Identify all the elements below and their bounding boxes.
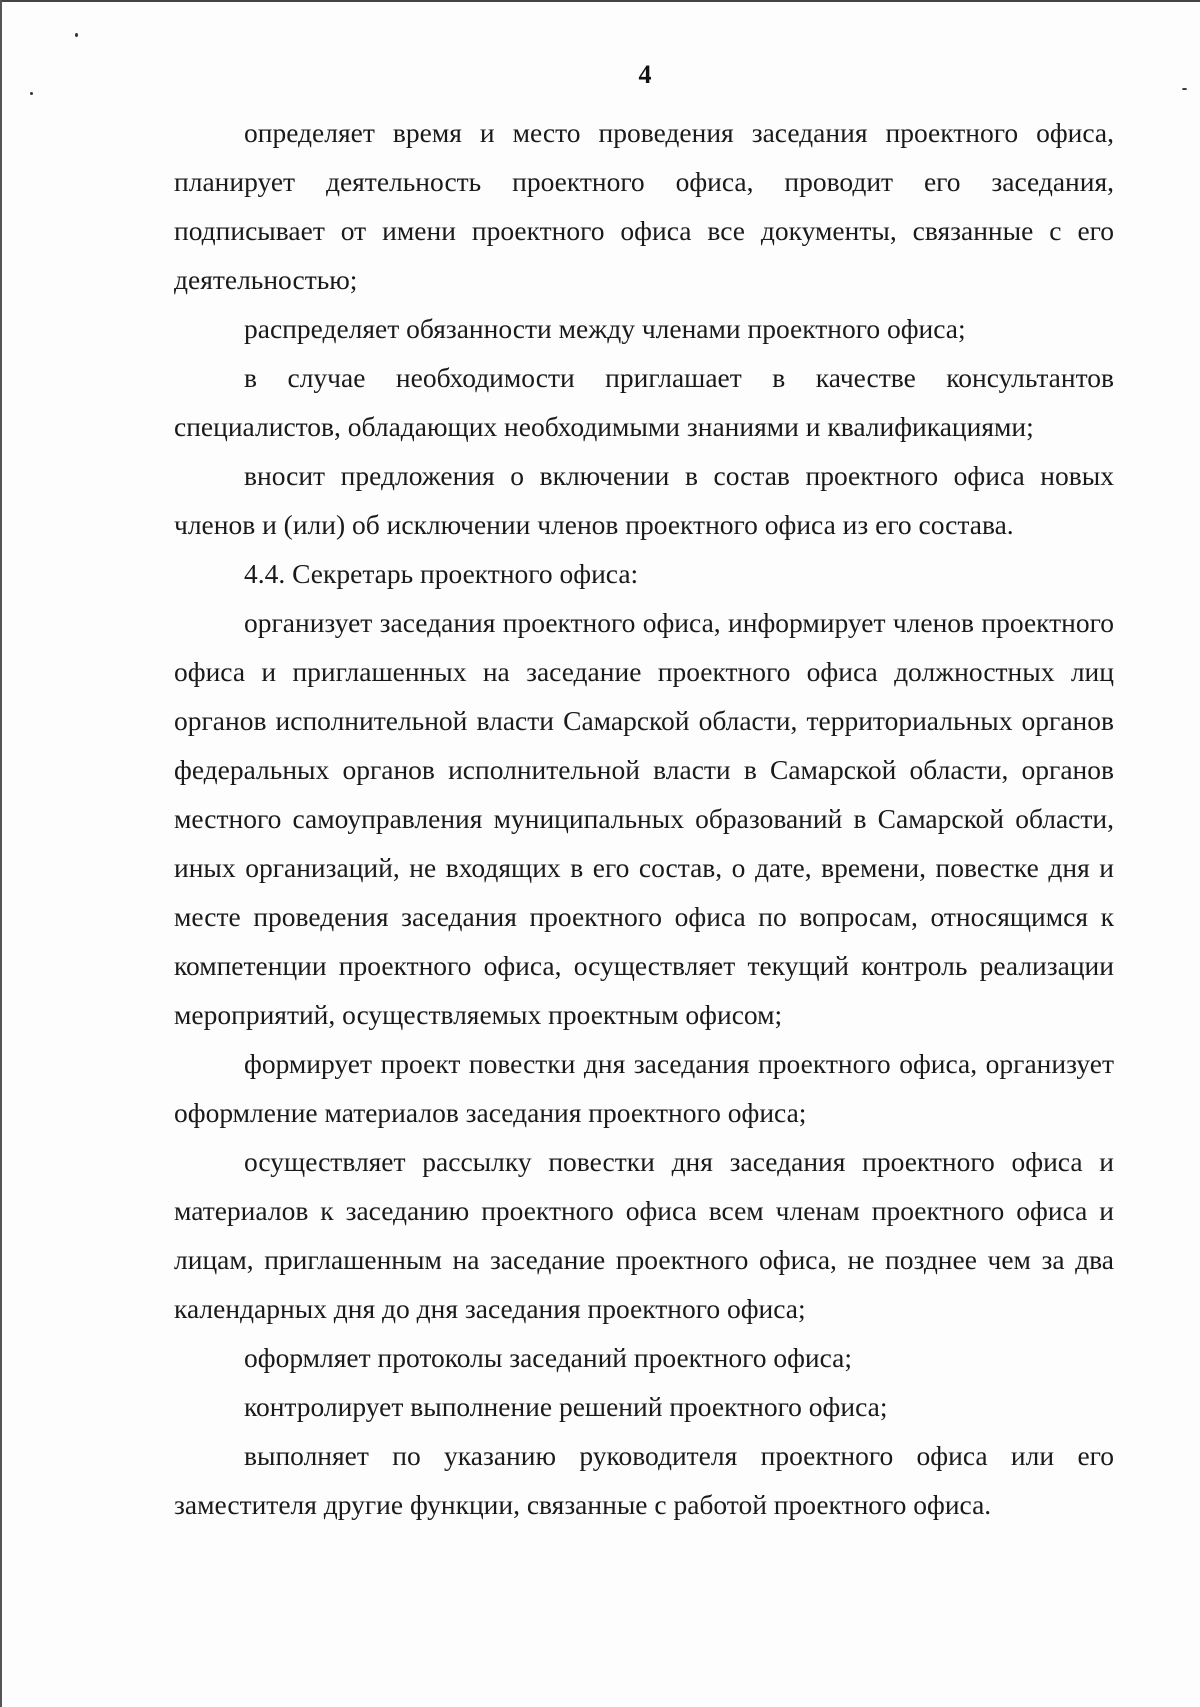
paragraph: оформляет протоколы заседаний проектного офиса; (244, 1342, 853, 1373)
paragraph: контролирует выполнение решений проектного офиса; (244, 1391, 888, 1422)
scan-speck (75, 33, 78, 37)
paragraph: формирует проект повестки дня заседания проектного офиса, организует оформление материалов заседания проектного офиса; (174, 1048, 1114, 1128)
section-heading: 4.4. Секретарь проектного офиса: (244, 558, 639, 589)
page-number: 4 (638, 60, 652, 89)
paragraph: вносит предложения о включении в состав проектного офиса новых членов и (или) об исключении членов проектного офиса из его состава. (174, 460, 1114, 540)
paragraph: выполняет по указанию руководителя проектного офиса или его заместителя другие функции, связанные с работой проектного офиса. (174, 1440, 1114, 1520)
scan-edge-top (0, 0, 1200, 2)
paragraph: в случае необходимости приглашает в качестве консультантов специалистов, обладающих необходимыми знаниями и квалификациями; (174, 362, 1114, 442)
paragraph: распределяет обязанности между членами проектного офиса; (244, 313, 966, 344)
paragraph: организует заседания проектного офиса, информирует членов проектного офиса и приглашенных на заседание проектного офиса должностных лиц органов исполнительной власти Самарской области, территориальных органов федеральных органов исполнительной власти в Самарской области, органов местного самоуправления муниципальных образований в Самарской области, иных организаций, не входящих в его состав, о дате, времени, повестке дня и месте проведения заседания проектного офиса по вопросам, относящимся к компетенции проектного офиса, осуществляет текущий контроль реализации мероприятий, осуществляемых проектным офисом; (174, 607, 1114, 1030)
paragraph: определяет время и место проведения заседания проектного офиса, планирует деятельность проектного офиса, проводит его заседания, подписывает от имени проектного офиса все документы, связанные с его деятельностью; (174, 117, 1114, 295)
document-body (174, 108, 1114, 1529)
paragraph: осуществляет рассылку повестки дня заседания проектного офиса и материалов к заседанию проектного офиса всем членам проектного офиса и лицам, приглашенным на заседание проектного офиса, не позднее чем за два календарных дня до дня заседания проектного офиса; (174, 1146, 1114, 1324)
scan-speck (30, 92, 33, 95)
scan-edge-left (0, 0, 2, 1707)
